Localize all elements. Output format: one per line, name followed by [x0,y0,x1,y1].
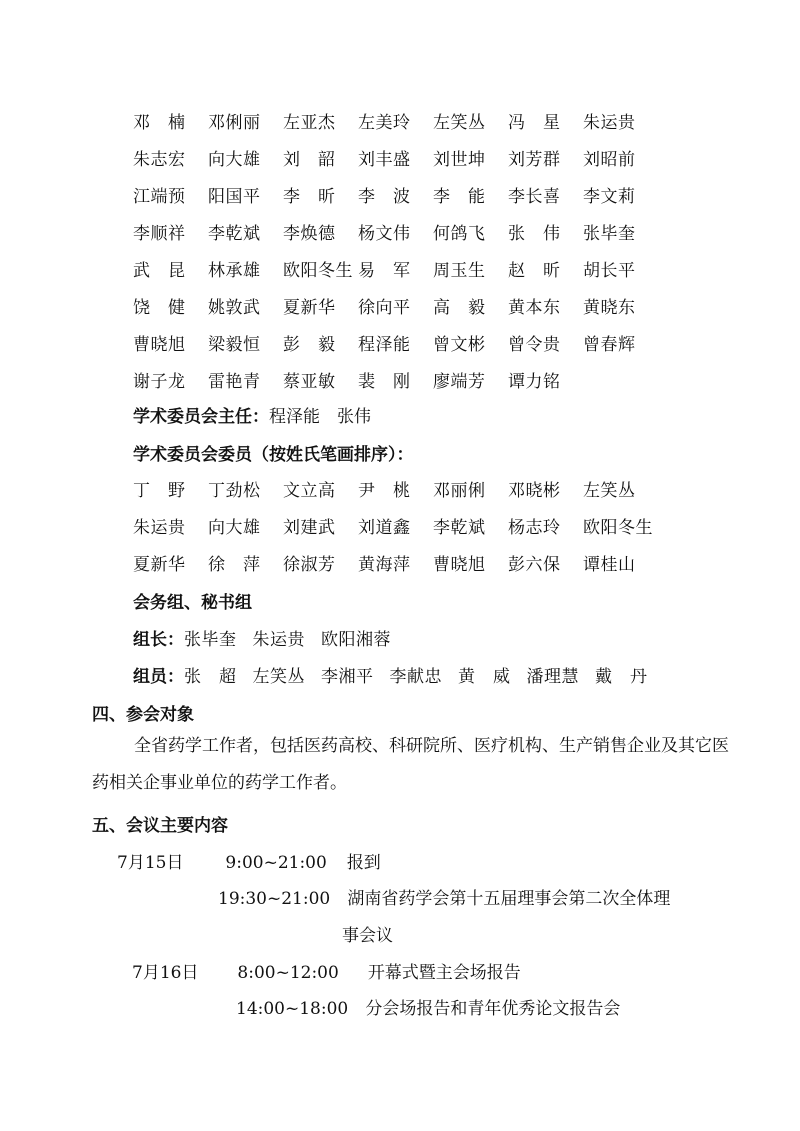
person-name: 李文莉 [583,187,636,207]
name-row [133,250,713,287]
person-name: 欧阳冬生 [283,261,353,281]
person-name: 文立高 [283,481,336,501]
person-name: 刘丰盛 [358,150,411,170]
person-name: 欧阳冬生 [583,518,653,538]
schedule-time: 19:30~21:00 [218,889,331,909]
schedule-event: 开幕式暨主会场报告 [367,963,521,983]
person-name: 黄晓东 [583,298,636,318]
person-name: 向大雄 [208,518,261,538]
schedule-row [236,994,620,1019]
person-name: 左笑丛 [433,113,486,133]
person-name: 刘道鑫 [358,518,411,538]
section4-heading: 四、参会对象 [92,705,194,725]
person-name: 武 昆 [133,261,186,281]
academic-director-line [133,402,371,427]
schedule-date: 7月16日 [132,963,199,983]
schedule-time: 8:00~12:00 [237,963,339,983]
schedule-event: 分会场报告和青年优秀论文报告会 [365,999,621,1019]
schedule-time: 14:00~18:00 [236,999,349,1019]
person-name: 蔡亚敏 [283,372,336,392]
person-name: 周玉生 [433,261,486,281]
schedule-time: 9:00~21:00 [225,853,327,873]
name-row [133,287,713,324]
schedule-event: 报到 [346,853,381,873]
person-name: 戴 丹 [595,667,648,687]
person-name: 潘理慧 [526,667,579,687]
schedule-row [132,958,521,983]
person-name: 刘 韶 [283,150,336,170]
person-name: 雷艳青 [208,372,261,392]
person-name: 曾文彬 [433,335,486,355]
person-name: 张毕奎 [583,224,636,244]
person-name: 朱运贵 [583,113,636,133]
person-name: 左笑丛 [583,481,636,501]
name-row [133,139,713,176]
academic-director-names: 程泽能 张伟 [269,407,371,427]
person-name: 曹晓旭 [133,335,186,355]
person-name: 邓 楠 [133,113,186,133]
person-name: 杨志玲 [508,518,561,538]
person-name: 廖端芳 [433,372,486,392]
schedule-row [218,884,670,909]
person-name: 李湘平 [321,667,374,687]
person-name: 程泽能 [358,335,411,355]
person-name: 朱运贵 [252,630,305,650]
person-name: 裴 刚 [358,372,411,392]
person-name: 李 波 [358,187,411,207]
person-name: 易 军 [358,261,411,281]
name-row [133,176,713,213]
person-name: 高 毅 [433,298,486,318]
person-name: 阳国平 [208,187,261,207]
person-name: 饶 健 [133,298,186,318]
person-name: 曾令贵 [508,335,561,355]
person-name: 黄 威 [458,667,511,687]
group-members-label: 组员： [133,667,184,687]
person-name: 徐 萍 [208,555,261,575]
person-name: 李献忠 [389,667,442,687]
person-name: 李 能 [433,187,486,207]
schedule-date: 7月15日 [117,853,184,873]
name-row [133,213,713,250]
section5-heading: 五、会议主要内容 [92,816,228,836]
person-name: 冯 星 [508,113,561,133]
person-name: 林承雄 [208,261,261,281]
academic-director-label: 学术委员会主任： [133,407,269,427]
person-name: 张 伟 [508,224,561,244]
person-name: 徐淑芳 [283,555,336,575]
person-name: 彭 毅 [283,335,336,355]
person-name: 谭桂山 [583,555,636,575]
group-members-line [133,662,664,687]
schedule-event: 湖南省药学会第十五届理事会第二次全体理 [347,889,671,909]
person-name: 欧阳湘蓉 [321,630,391,650]
person-name: 邓晓彬 [508,481,561,501]
person-name: 曹晓旭 [433,555,486,575]
person-name: 朱志宏 [133,150,186,170]
name-row [133,470,713,507]
person-name: 李 昕 [283,187,336,207]
committee-name-grid [133,102,713,398]
person-name: 谭力铭 [508,372,561,392]
person-name: 谢子龙 [133,372,186,392]
person-name: 刘世坤 [433,150,486,170]
person-name: 丁 野 [133,481,186,501]
person-name: 张 超 [184,667,237,687]
name-row [133,361,713,398]
person-name: 杨文伟 [358,224,411,244]
name-row [133,102,713,139]
person-name: 黄本东 [508,298,561,318]
person-name: 曾春辉 [583,335,636,355]
person-name: 夏新华 [283,298,336,318]
person-name: 黄海萍 [358,555,411,575]
person-name: 朱运贵 [133,518,186,538]
person-name: 左笑丛 [252,667,305,687]
person-name: 梁毅恒 [208,335,261,355]
person-name: 江端预 [133,187,186,207]
person-name: 左美玲 [358,113,411,133]
person-name: 赵 昕 [508,261,561,281]
schedule-event-continuation: 事会议 [342,926,393,946]
person-name: 夏新华 [133,555,186,575]
person-name: 张毕奎 [184,630,237,650]
name-row [133,544,713,581]
person-name: 刘芳群 [508,150,561,170]
person-name: 姚敦武 [208,298,261,318]
person-name: 李乾斌 [208,224,261,244]
person-name: 丁劲松 [208,481,261,501]
person-name: 向大雄 [208,150,261,170]
person-name: 何鸽飞 [433,224,486,244]
secretariat-heading: 会务组、秘书组 [133,593,252,613]
name-row [133,507,713,544]
academic-members-grid [133,470,713,581]
person-name: 徐向平 [358,298,411,318]
person-name: 李乾斌 [433,518,486,538]
schedule-row [117,848,381,873]
person-name: 刘建武 [283,518,336,538]
person-name: 李长喜 [508,187,561,207]
group-leader-line [133,625,407,650]
person-name: 尹 桃 [358,481,411,501]
person-name: 刘昭前 [583,150,636,170]
person-name: 李焕德 [283,224,336,244]
person-name: 彭六保 [508,555,561,575]
group-leader-label: 组长： [133,630,184,650]
person-name: 邓丽俐 [433,481,486,501]
academic-members-heading: 学术委员会委员（按姓氏笔画排序）： [133,445,414,465]
section4-paragraph: 全省药学工作者，包括医药高校、科研院所、医疗机构、生产销售企业及其它医药相关企事业单位的药学工作者。 [92,736,729,793]
name-row [133,324,713,361]
person-name: 邓俐丽 [208,113,261,133]
person-name: 胡长平 [583,261,636,281]
person-name: 左亚杰 [283,113,336,133]
person-name: 李顺祥 [133,224,186,244]
